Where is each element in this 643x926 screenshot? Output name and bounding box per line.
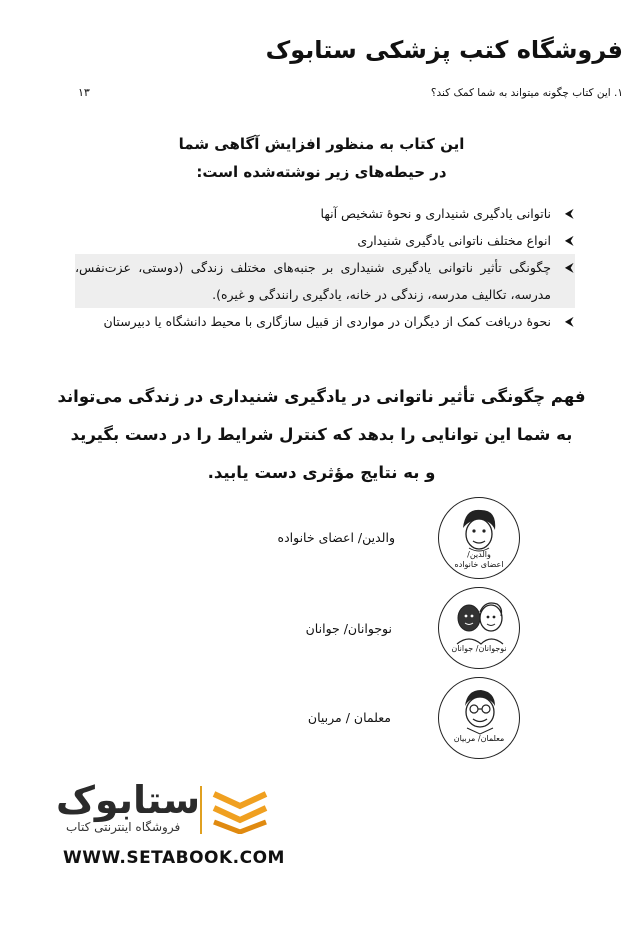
teacher-illustration xyxy=(438,677,520,759)
website-link[interactable]: WWW.SETABOOK.COM xyxy=(63,848,285,868)
list-item xyxy=(75,308,575,335)
chapter-header: ۱. این کتاب چگونه میتواند به شما کمک کند؟ xyxy=(430,87,623,99)
teen-illustration xyxy=(438,587,520,669)
teacher-face-icon xyxy=(439,678,519,758)
key-statement-line-3: و به نتایج مؤثری دست یابید. xyxy=(207,463,436,482)
brand-subtitle: فروشگاه اینترنتی کتاب xyxy=(66,820,181,834)
key-statement-line-2: به شما این توانایی را بدهد که کنترل شرایط را در دست بگیرید xyxy=(70,425,573,444)
parent-caption-bottom: اعضای خانواده xyxy=(454,560,504,569)
list-item-text: نحوهٔ دریافت کمک از دیگران در مواردی از قبیل سازگاری با محیط دانشگاه یا دبیرستان xyxy=(103,314,551,329)
role-label-teens: نوجوانان/ جوانان xyxy=(305,621,392,636)
parent-illustration xyxy=(438,497,520,579)
arrow-bullet-icon: ⮜ xyxy=(565,207,573,220)
list-item-text: ناتوانی یادگیری شنیداری و نحوهٔ تشخیص آنها xyxy=(320,206,551,221)
list-item-text: چگونگی تأثیر ناتوانی یادگیری شنیداری بر جنبه‌های مختلف زندگی (دوستی، عزت‌نفس، مدرسه، تکالیف مدرسه، زندگی در خانه، یادگیری رانندگی و غیره). xyxy=(75,260,551,302)
box-logo-icon xyxy=(210,788,270,834)
bullet-list xyxy=(75,200,575,335)
intro-heading xyxy=(0,130,643,186)
brand-logo-text: ستابوک xyxy=(56,778,201,822)
key-statement-line-1: فهم چگونگی تأثیر ناتوانی در یادگیری شنیداری در زندگی می‌تواند xyxy=(57,387,586,406)
store-title: فروشگاه کتب پزشکی ستابوک xyxy=(265,36,623,64)
setabook-logo-mark xyxy=(210,788,270,838)
arrow-bullet-icon: ⮜ xyxy=(565,261,573,274)
teens-icon xyxy=(439,588,519,668)
arrow-bullet-icon: ⮜ xyxy=(565,234,573,247)
teen-caption: نوجوانان/ جوانان xyxy=(451,644,507,653)
list-item-text: انواع مختلف ناتوانی یادگیری شنیداری xyxy=(357,233,551,248)
teacher-caption: معلمان/ مربیان xyxy=(453,734,505,743)
list-item xyxy=(75,200,575,227)
logo-divider xyxy=(200,786,202,834)
arrow-bullet-icon: ⮜ xyxy=(565,315,573,328)
role-label-parents: والدین/ اعضای خانواده xyxy=(277,530,395,545)
page-number: ۱۳ xyxy=(78,86,90,99)
intro-heading-line-1: این کتاب به منظور افزایش آگاهی شما xyxy=(178,135,465,153)
intro-heading-line-2: در حیطه‌های زیر نوشته‌شده است: xyxy=(196,163,447,181)
key-statement xyxy=(0,378,643,492)
list-item xyxy=(75,254,575,308)
parent-caption-top: والدین/ xyxy=(467,550,491,559)
role-label-teachers: معلمان / مربیان xyxy=(307,710,391,725)
list-item xyxy=(75,227,575,254)
